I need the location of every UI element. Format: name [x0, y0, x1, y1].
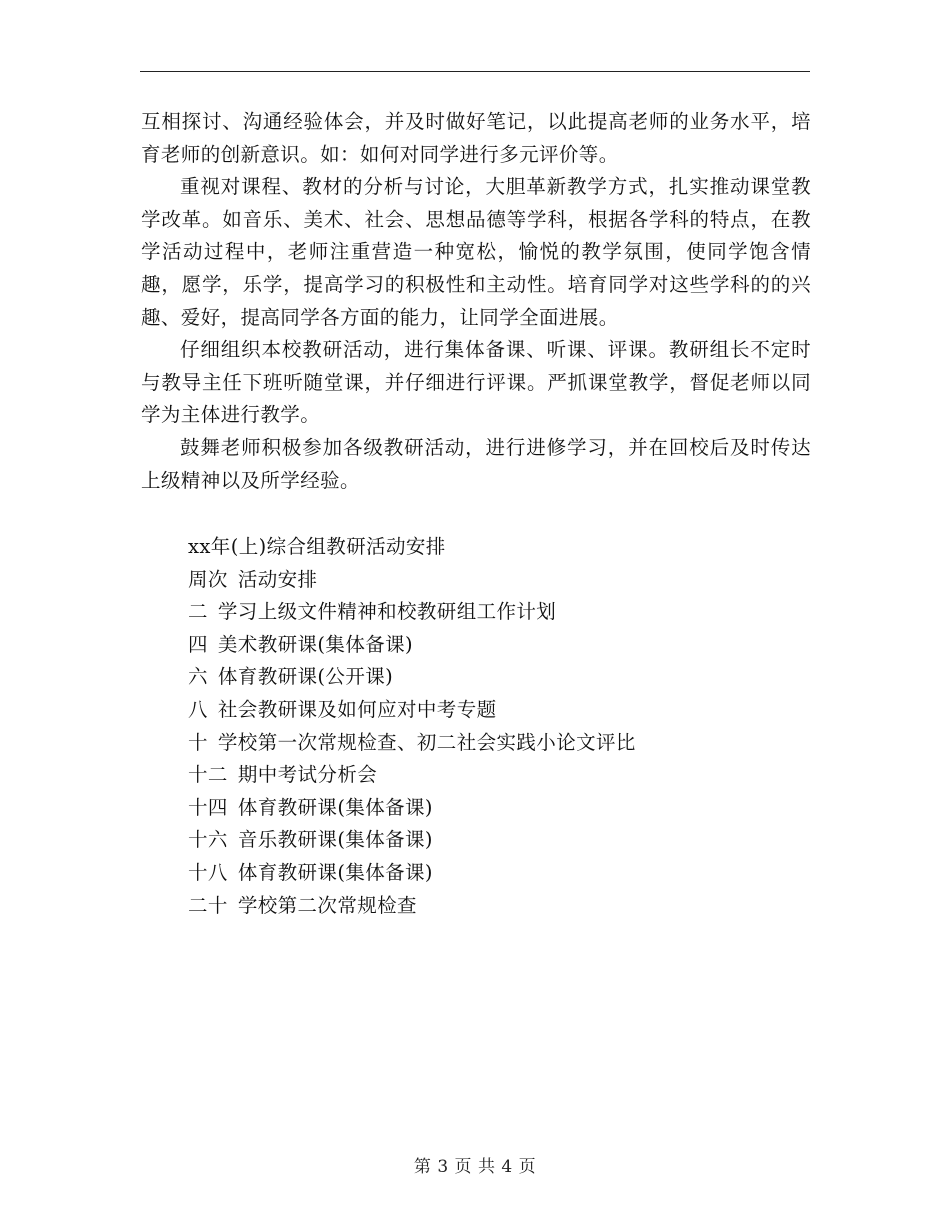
paragraph-teacher-training: 鼓舞老师积极参加各级教研活动，进行进修学习，并在回校后及时传达上级精神以及所学经验。 [141, 435, 811, 492]
schedule-row [188, 857, 808, 890]
schedule-title: xx年(上)综合组教研活动安排 [188, 535, 446, 558]
schedule-row-week: 二 [188, 600, 208, 624]
schedule-row-activity: 学校第一次常规检查、初二社会实践小论文评比 [217, 730, 636, 754]
schedule-row-activity: 学校第二次常规检查 [237, 893, 417, 917]
schedule-header-week: 周次 [188, 567, 228, 591]
schedule-row-week: 二十 [188, 893, 228, 917]
schedule-row-week: 十 [188, 730, 208, 754]
activity-schedule [188, 531, 808, 922]
schedule-row-week: 六 [188, 665, 208, 689]
schedule-row [188, 694, 808, 727]
schedule-row-week: 四 [188, 632, 208, 656]
schedule-row-activity: 社会教研课及如何应对中考专题 [217, 697, 497, 721]
paragraph-continuation: 互相探讨、沟通经验体会，并及时做好笔记，以此提高老师的业务水平，培育老师的创新意识。如：如何对同学进行多元评价等。 [141, 110, 811, 166]
schedule-row-activity: 期中考试分析会 [237, 763, 378, 787]
schedule-row-activity: 体育教研课(公开课) [217, 665, 394, 689]
schedule-row-week: 十八 [188, 860, 228, 884]
schedule-row [188, 824, 808, 857]
schedule-row-week: 十二 [188, 763, 228, 787]
schedule-row [188, 661, 808, 694]
header-rule [140, 71, 810, 72]
body-text [141, 106, 811, 497]
schedule-row-activity: 美术教研课(集体备课) [217, 632, 414, 656]
page-number-footer: 第 3 页 共 4 页 [413, 1157, 537, 1177]
schedule-row-activity: 音乐教研课(集体备课) [237, 828, 433, 852]
schedule-row [188, 759, 808, 792]
paragraph-teaching-research: 仔细组织本校教研活动，进行集体备课、听课、评课。教研组长不定时与教导主任下班听随堂课，并仔细进行评课。严抓课堂教学，督促老师以同学为主体进行教学。 [141, 338, 811, 427]
schedule-row [188, 596, 808, 629]
schedule-row [188, 629, 808, 662]
schedule-row-week: 十四 [188, 795, 228, 819]
schedule-row [188, 890, 808, 923]
schedule-row-week: 八 [188, 697, 208, 721]
schedule-header [188, 564, 808, 597]
schedule-header-activity: 活动安排 [237, 567, 318, 591]
schedule-row-activity: 学习上级文件精神和校教研组工作计划 [217, 600, 557, 624]
schedule-row [188, 727, 808, 760]
schedule-row-activity: 体育教研课(集体备课) [237, 795, 433, 819]
schedule-row-activity: 体育教研课(集体备课) [237, 860, 433, 884]
schedule-row-week: 十六 [188, 828, 228, 852]
schedule-row [188, 792, 808, 825]
paragraph-curriculum-reform: 重视对课程、教材的分析与讨论，大胆革新教学方式，扎实推动课堂教学改革。如音乐、美术、社会、思想品德等学科，根据各学科的特点，在教学活动过程中，老师注重营造一种宽松，愉悦的教学氛围，使同学饱含情趣，愿学，乐学，提高学习的积极性和主动性。培育同学对这些学科的的兴趣、爱好，提高同学各方面的能力，让同学全面进展。 [141, 175, 811, 329]
